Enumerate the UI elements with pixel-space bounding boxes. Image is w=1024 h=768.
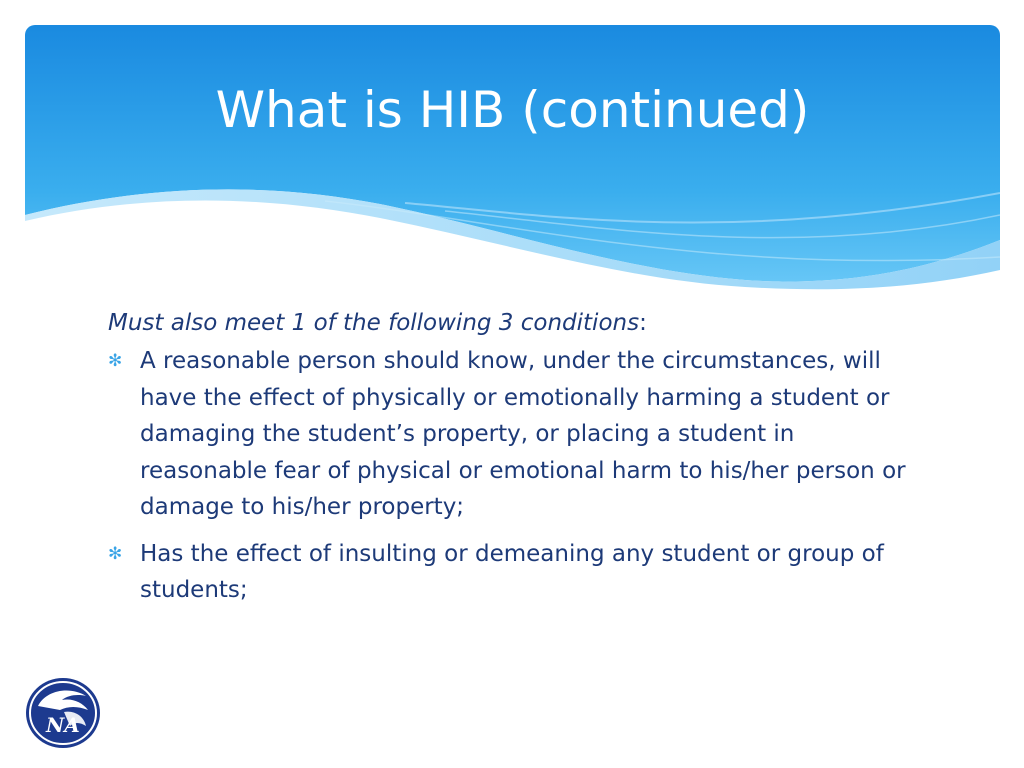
bullet-list <box>108 343 928 609</box>
slide-body <box>108 305 928 619</box>
bullet-text: Has the effect of insulting or demeaning any student or group of students; <box>140 540 884 603</box>
bullet-text: A reasonable person should know, under the circumstances, will have the effect of physically or emotionally harming a student or damaging the student’s property, or placing a student in reasonable fear of physical or emotional harm to his/her person or damage to his/her property; <box>140 348 906 520</box>
asterisk-icon: ✻ <box>108 351 123 371</box>
logo-initials: NA <box>46 713 80 737</box>
title-banner <box>25 25 1000 290</box>
school-mascot-logo-icon <box>24 676 102 750</box>
asterisk-icon: ✻ <box>108 543 123 564</box>
intro-line <box>108 305 928 341</box>
list-item <box>108 343 928 526</box>
intro-text: Must also meet 1 of the following 3 conditions <box>108 310 640 336</box>
wave-banner-graphic <box>25 25 1000 290</box>
intro-colon: : <box>639 310 647 336</box>
slide-title: What is HIB (continued) <box>215 81 810 139</box>
list-item <box>108 536 928 609</box>
